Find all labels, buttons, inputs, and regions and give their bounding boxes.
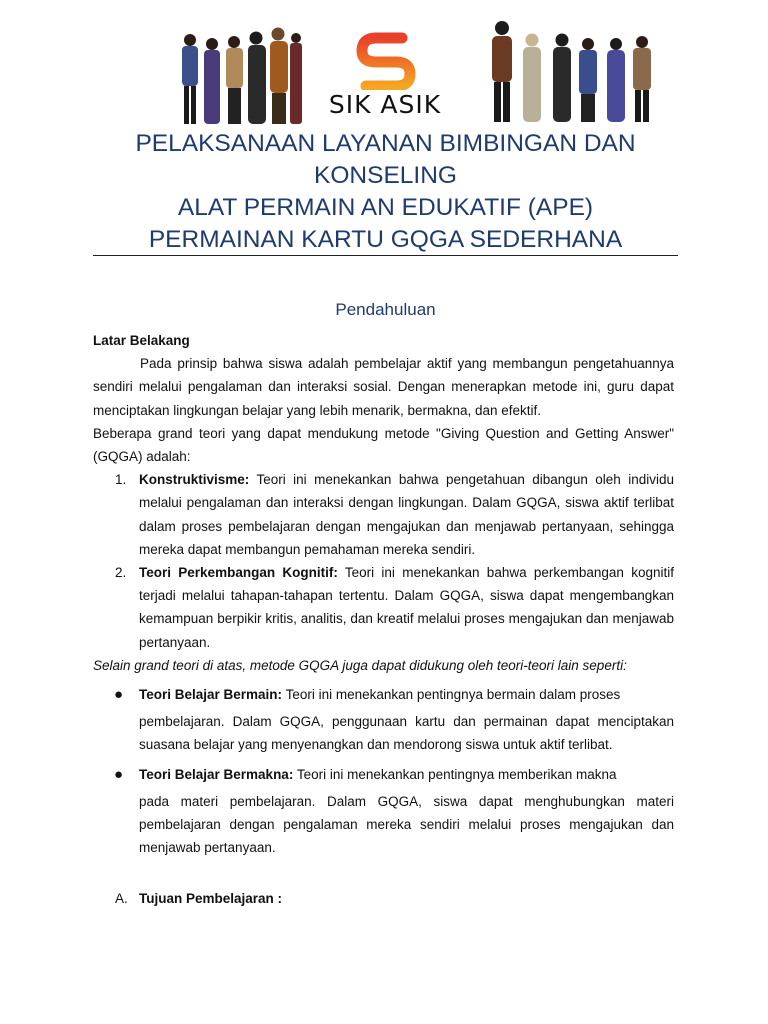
list-term: Teori Belajar Bermakna: — [139, 766, 294, 782]
list-text-rest: pada materi pembelajaran. Dalam GQGA, siswa dapat menghubungkan materi pembelajaran dengan pengalaman mereka sendiri melalui proses mengajukan dan menjawab pertanyaan. — [139, 793, 674, 856]
list-term: Teori Belajar Bermain: — [139, 687, 283, 703]
italic-note: Selain grand teori di atas, metode GQGA juga dapat didukung oleh teori-teori lain seperti: — [93, 657, 627, 673]
list-item — [93, 468, 674, 561]
list-number: 2. — [115, 565, 127, 581]
header-banner — [170, 12, 660, 124]
section-heading-pendahuluan: Pendahuluan — [335, 300, 436, 319]
list-text: Teori ini menekankan bahwa pengetahuan dibangun oleh individu melalui pengalaman dan interaksi dengan lingkungan. Dalam GQGA, siswa aktif terlibat dalam proses pembelajaran dengan mengajukan dan menjawab pertanyaan, sehingga mereka dapat membangun pemahaman mereka sendiri. — [139, 472, 674, 557]
section-a-title: Tujuan Pembelajaran : — [139, 891, 283, 907]
paragraph-grand-teori: Beberapa grand teori yang dapat mendukung metode "Giving Question and Getting Answer" (GQGA) adalah: — [93, 425, 674, 465]
title-line-4: PERMAINAN KARTU GQGA SEDERHANA — [148, 226, 623, 253]
document-title — [93, 128, 678, 256]
list-text-first: Teori ini menekankan pentingnya bermain dalam proses — [282, 687, 621, 703]
section-letter: A. — [115, 891, 128, 907]
document-body — [93, 329, 674, 911]
title-line-1: PELAKSANAAN LAYANAN BIMBINGAN DAN — [135, 130, 636, 157]
list-item — [93, 683, 674, 757]
list-item — [93, 763, 674, 860]
list-text: Teori ini menekankan bahwa perkembangan kognitif terjadi melalui tahapan-tahapan tertentu. Dalam GQGA, siswa dapat mengembangkan kemampuan berpikir kritis, analitis, dan kreatif melalui proses mengajukan dan menjawab pertanyaan. — [139, 565, 674, 650]
list-number: 1. — [115, 472, 127, 488]
list-term: Konstruktivisme: — [139, 472, 250, 488]
bullet-icon: ● — [114, 686, 124, 704]
subheading-latar-belakang: Latar Belakang — [93, 333, 190, 348]
numbered-list — [93, 468, 674, 654]
title-line-2: KONSELING — [314, 162, 457, 189]
logo-text: SIK ASIK — [328, 90, 442, 119]
list-item — [93, 561, 674, 654]
list-text-rest: pembelajaran. Dalam GQGA, penggunaan kartu dan permainan dapat menciptakan suasana belajar yang menyenangkan dan mendorong siswa untuk aktif terlibat. — [139, 714, 674, 753]
section-a-heading — [93, 887, 674, 910]
group-photo-left — [178, 26, 303, 126]
bullet-icon: ● — [114, 765, 124, 783]
title-line-3: ALAT PERMAIN AN EDUKATIF (APE) — [177, 194, 594, 221]
title-divider — [93, 255, 678, 256]
sik-asik-logo-icon — [356, 32, 416, 90]
bullet-list — [93, 683, 674, 859]
paragraph-intro: Pada prinsip bahwa siswa adalah pembelajar aktif yang membangun pengetahuannya sendiri melalui pengalaman dan interaksi sosial. Dengan menerapkan metode ini, guru dapat menciptakan lingkungan belajar yang lebih menarik, bermakna, dan efektif. — [93, 356, 674, 418]
list-term: Teori Perkembangan Kognitif: — [139, 565, 338, 581]
list-text-first: Teori ini menekankan pentingnya memberikan makna — [293, 766, 617, 782]
group-photo-right — [488, 18, 658, 124]
